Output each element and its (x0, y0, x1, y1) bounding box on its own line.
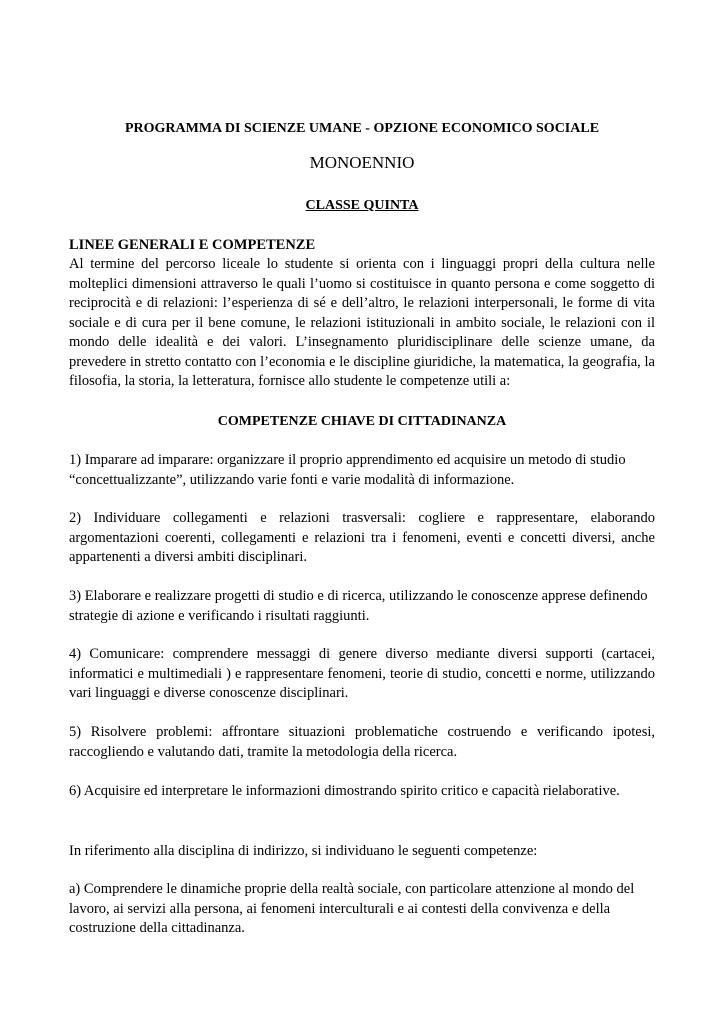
competenza-item-3: 3) Elaborare e realizzare progetti di studio e di ricerca, utilizzando le conoscenze apprese definendo strategie di azione e verificando i risultati raggiunti. (69, 588, 648, 624)
competenza-item-6: 6) Acquisire ed interpretare le informazioni dimostrando spirito critico e capacità rielaborative. (69, 783, 620, 799)
competenza-item-5: 5) Risolvere problemi: affrontare situazioni problematiche costruendo e verificando ipotesi, raccogliendo e valutando dati, tramite la metodologia della ricerca. (69, 724, 655, 760)
competenza-item-4: 4) Comunicare: comprendere messaggi di genere diverso mediante diversi supporti (cartacei, informatici e multimediali ) e rappresentare fenomeni, teorie di studio, concetti e norme, utilizzando vari linguaggi e diverse conoscenze disciplinari. (69, 646, 655, 701)
document-subtitle: MONOENNIO (309, 153, 415, 172)
linee-paragraph: Al termine del percorso liceale lo studente si orienta con i linguaggi propri della cultura nelle molteplici dimensioni attraverso le quali l’uomo si costituisce in quanto persona e come soggetto di reciprocità e di relazioni: l’esperienza di sé e dell’altro, le relazioni interpersonali, le forme di vita sociale e di cura per il bene comune, le relazioni istituzionali in ambito sociale, le relazioni con il mondo delle idealità e dei valori. L’insegnamento pluridisciplinare delle scienze umane, da prevedere in stretto contatto con l’economia e le discipline giuridiche, la matematica, la geografia, la filosofia, la storia, la letteratura, fornisce allo studente le competenze utili a: (69, 256, 655, 389)
class-label: CLASSE QUINTA (305, 198, 419, 213)
linee-heading: LINEE GENERALI E COMPETENZE (69, 237, 316, 253)
document-title: PROGRAMMA DI SCIENZE UMANE - OPZIONE ECONOMICO SOCIALE (124, 121, 600, 136)
competenze-chiave-heading: COMPETENZE CHIAVE DI CITTADINANZA (217, 414, 507, 429)
indirizzo-item-a: a) Comprendere le dinamiche proprie della realtà sociale, con particolare attenzione al mondo del lavoro, ai servizi alla persona, ai fenomeni interculturali e ai contesti della convivenza e della costruzione della cittadinanza. (69, 881, 635, 936)
competenza-item-2: 2) Individuare collegamenti e relazioni trasversali: cogliere e rappresentare, elaborando argomentazioni coerenti, collegamenti e relazioni tra i fenomeni, eventi e concetti diversi, anche appartenenti a diversi ambiti disciplinari. (69, 510, 655, 565)
indirizzo-intro: In riferimento alla disciplina di indirizzo, si individuano le seguenti competenze: (69, 843, 538, 859)
document-page (69, 0, 655, 1024)
competenza-item-1: 1) Imparare ad imparare: organizzare il proprio apprendimento ed acquisire un metodo di studio “concettualizzante”, utilizzando varie fonti e varie modalità di informazione. (69, 452, 626, 488)
